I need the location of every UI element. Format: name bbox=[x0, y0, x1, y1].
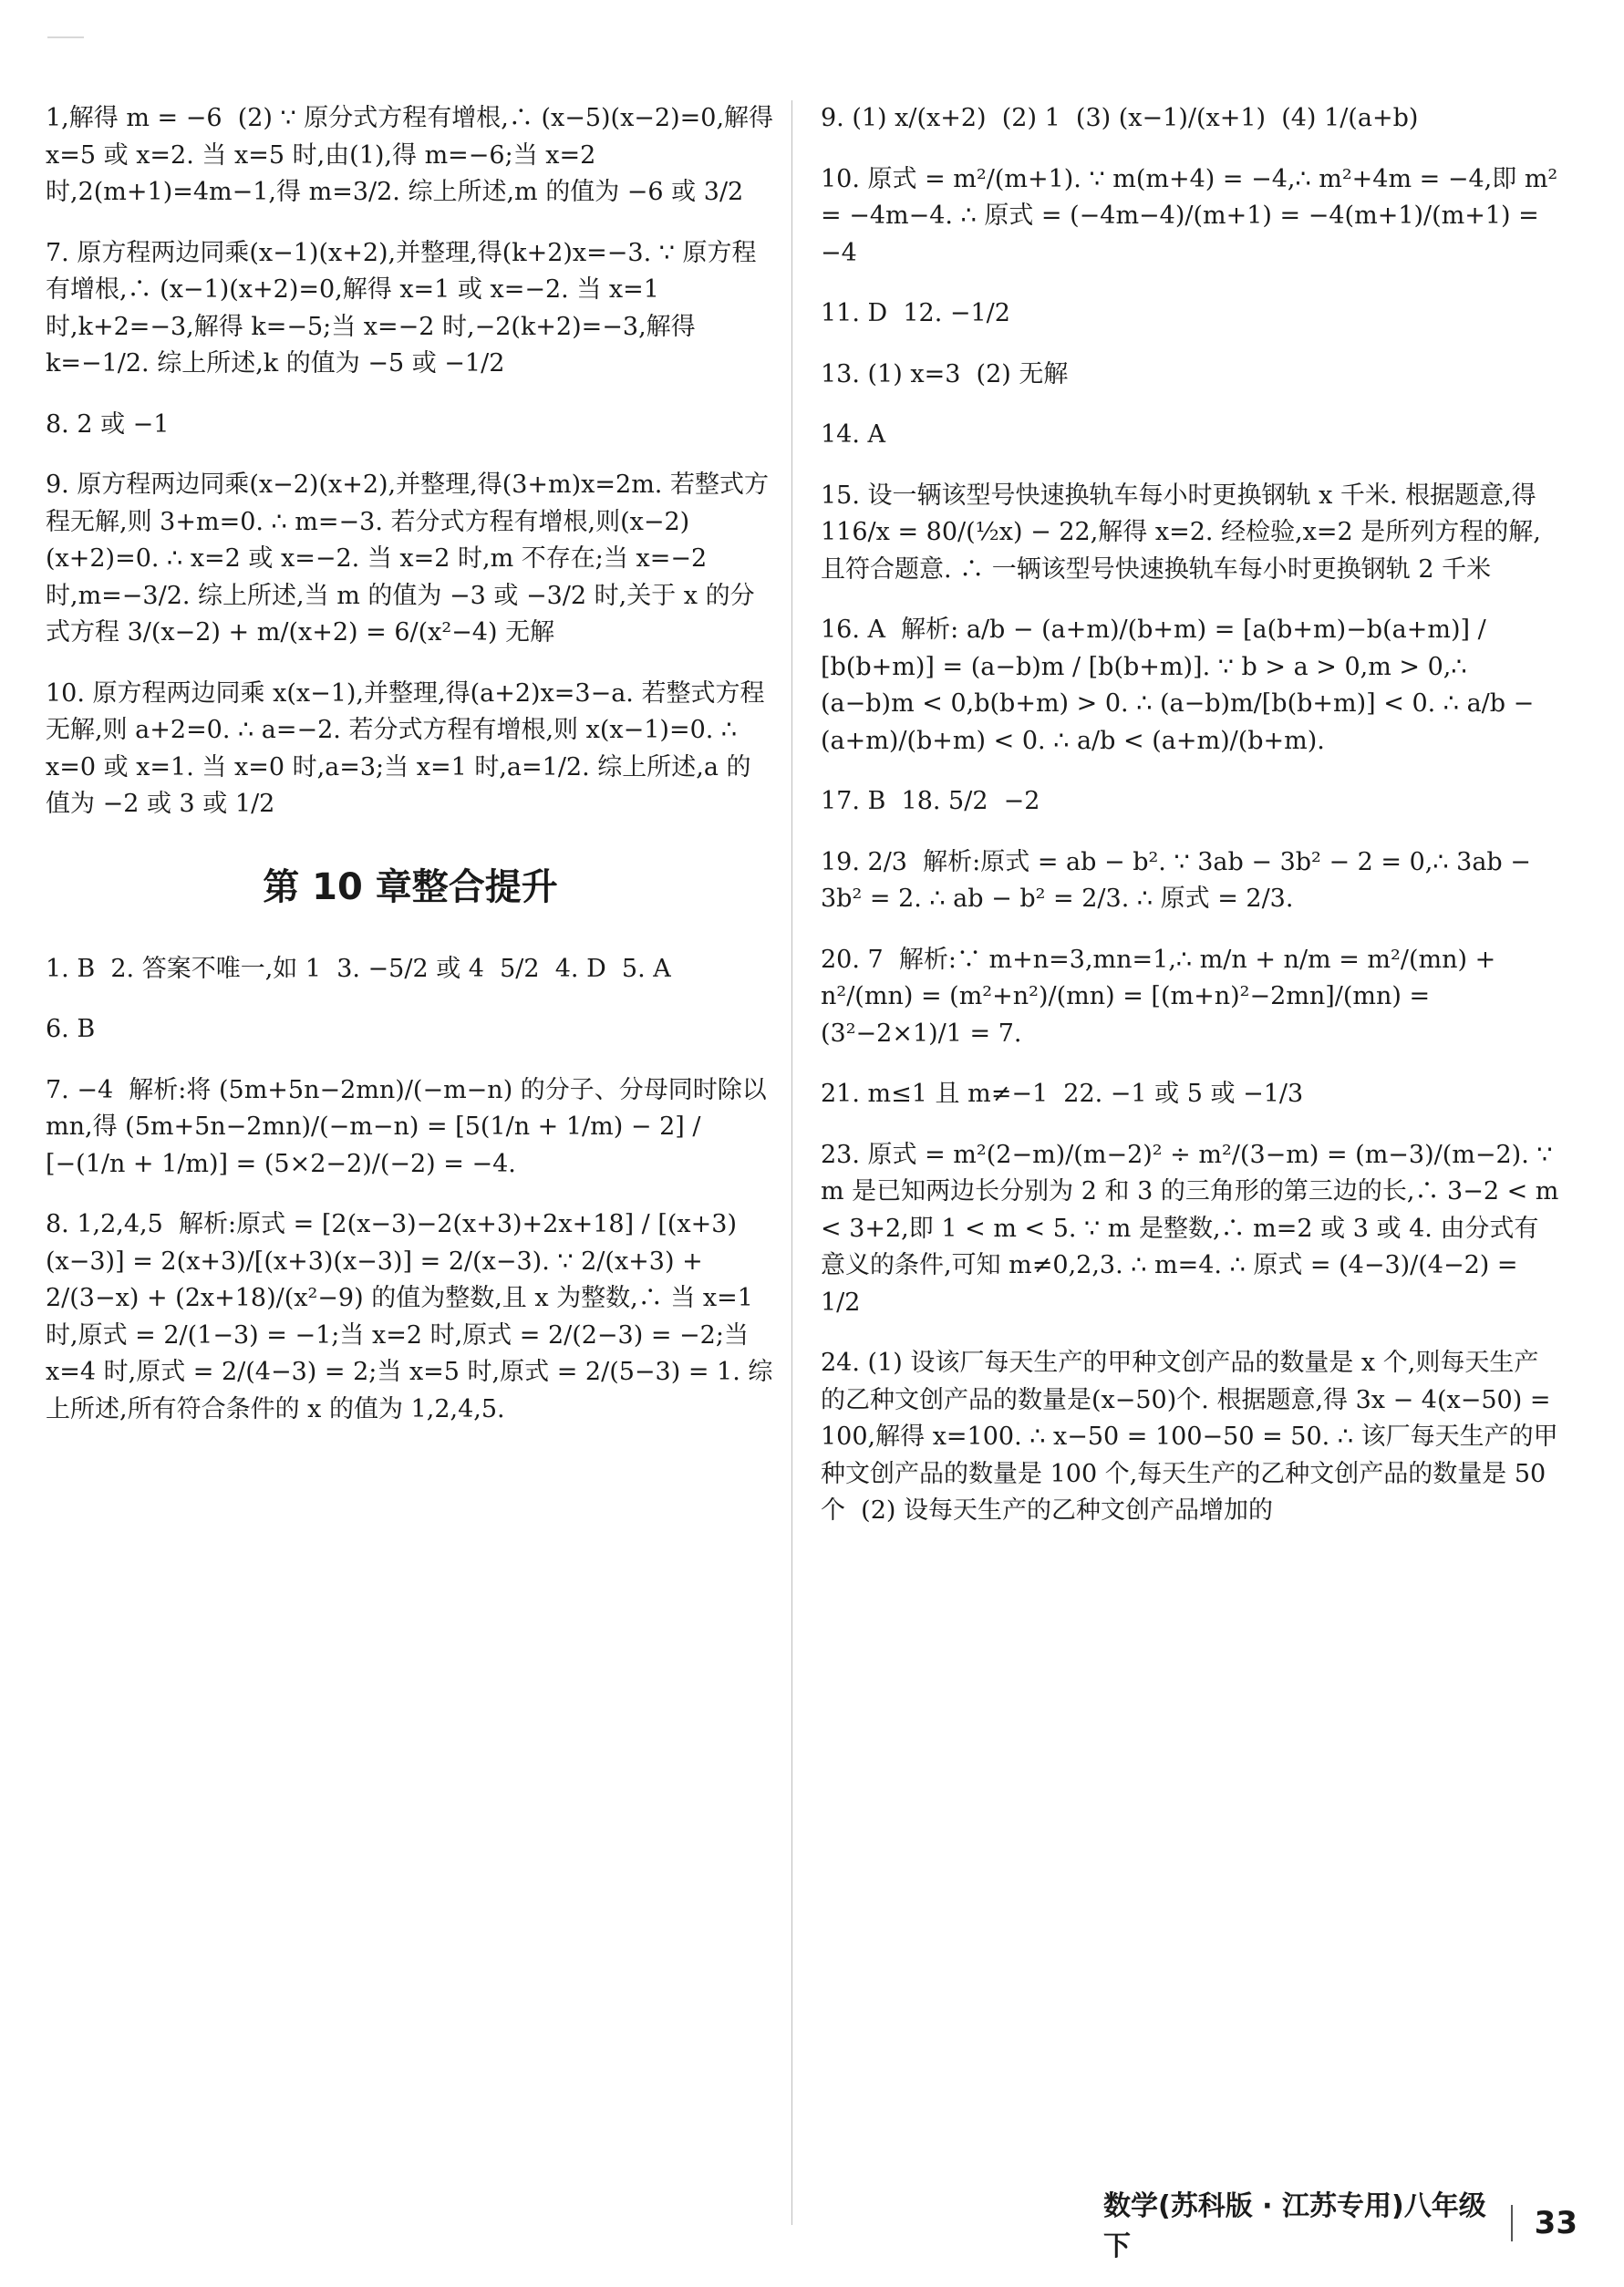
answer-paragraph: 11. D 12. −1/2 bbox=[821, 299, 1010, 327]
answer-paragraph: 13. (1) x=3 (2) 无解 bbox=[821, 359, 1069, 388]
footer-subject: 数学(苏科版 · 江苏专用)八年级下 bbox=[1103, 2190, 1486, 2262]
answer-paragraph: 19. 2/3 解析:原式 = ab − b². ∵ 3ab − 3b² − 2 = 0,∴ 3ab − 3b² = 2. ∴ ab − b² = 2/3. ∴ 原式 = 2/3. bbox=[821, 847, 1539, 913]
page-footer bbox=[1103, 2190, 1577, 2262]
section-heading: 第 10 章整合提升 bbox=[263, 865, 558, 908]
answer-paragraph: 8. 2 或 −1 bbox=[46, 409, 170, 439]
answer-paragraph: 1. B 2. 答案不唯一,如 1 3. −5/2 或 4 5/2 4. D 5. A bbox=[46, 954, 671, 983]
answer-paragraph: 9. 原方程两边同乘(x−2)(x+2),并整理,得(3+m)x=2m. 若整式方程无解,则 3+m=0. ∴ m=−3. 若分式方程有增根,则(x−2)(x+2)=0. ∴ x=2 或 x=−2. 当 x=2 时,m 不存在;当 x=−2 时,m=−3/2. 综上所述,当 m 的值为 −3 或 −3/2 时,关于 x 的分式方程 3/(x−2) + m/(x+2) = 6/(x²−4) 无解 bbox=[46, 471, 769, 647]
column-divider bbox=[791, 100, 792, 2225]
answer-paragraph: 7. 原方程两边同乘(x−1)(x+2),并整理,得(k+2)x=−3. ∵ 原方程有增根,∴ (x−1)(x+2)=0,解得 x=1 或 x=−2. 当 x=1 时,k+2=−3,解得 k=−5;当 x=−2 时,−2(k+2)=−3,解得 k=−1/2. 综上所述,k 的值为 −5 或 −1/2 bbox=[46, 238, 757, 378]
answer-paragraph: 21. m≤1 且 m≠−1 22. −1 或 5 或 −1/3 bbox=[821, 1080, 1304, 1108]
answer-paragraph: 14. A bbox=[821, 420, 886, 449]
answer-paragraph: 6. B bbox=[46, 1015, 96, 1043]
answer-paragraph: 20. 7 解析:∵ m+n=3,mn=1,∴ m/n + n/m = m²/(mn) + n²/(mn) = (m²+n²)/(mn) = [(m+n)²−2mn]/(mn) = (3²−2×1)/1 = 7. bbox=[821, 945, 1504, 1048]
answer-paragraph: 8. 1,2,4,5 解析:原式 = [2(x−3)−2(x+3)+2x+18] / [(x+3)(x−3)] = 2(x+3)/[(x+3)(x−3)] = 2/(x−3). ∵ 2/(x+3) + 2/(3−x) + (2x+18)/(x²−9) 的值为整数,且 x 为整数,∴ 当 x=1 时,原式 = 2/(1−3) = −1;当 x=2 时,原式 = 2/(2−3) = −2;当 x=4 时,原式 = 2/(4−3) = 2;当 x=5 时,原式 = 2/(5−3) = 1. 综上所述,所有符合条件的 x 的值为 1,2,4,5. bbox=[46, 1210, 773, 1423]
left-column bbox=[46, 100, 781, 1452]
answer-paragraph: 15. 设一辆该型号快速换轨车每小时更换钢轨 x 千米. 根据题意,得 116/x = 80/(½x) − 22,解得 x=2. 经检验,x=2 是所列方程的解,且符合题意. ∴ 一辆该型号快速换轨车每小时更换钢轨 2 千米 bbox=[821, 481, 1545, 584]
answer-paragraph: 24. (1) 设该厂每天生产的甲种文创产品的数量是 x 个,则每天生产的乙种文创产品的数量是(x−50)个. 根据题意,得 3x − 4(x−50) = 100,解得 x=100. ∴ x−50 = 100−50 = 50. ∴ 该厂每天生产的甲种文创产品的数量是 100 个,每天生产的乙种文创产品的数量是 50 个 (2) 设每天生产的乙种文创产品增加的 bbox=[821, 1349, 1559, 1525]
answer-paragraph: 16. A 解析: a/b − (a+m)/(b+m) = [a(b+m)−b(a+m)] / [b(b+m)] = (a−b)m / [b(b+m)]. ∵ b > a > 0,m > 0,∴ (a−b)m < 0,b(b+m) > 0. ∴ (a−b)m/[b(b+m)] < 0. ∴ a/b − (a+m)/(b+m) < 0. ∴ a/b < (a+m)/(b+m). bbox=[821, 616, 1542, 755]
right-column bbox=[821, 100, 1567, 1554]
answer-paragraph: 9. (1) x/(x+2) (2) 1 (3) (x−1)/(x+1) (4) 1/(a+b) bbox=[821, 104, 1419, 132]
answer-paragraph: 23. 原式 = m²(2−m)/(m−2)² ÷ m²/(3−m) = (m−3)/(m−2). ∵ m 是已知两边长分别为 2 和 3 的三角形的第三边的长,∴ 3−2 < m < 3+2,即 1 < m < 5. ∵ m 是整数,∴ m=2 或 3 或 4. 由分式有意义的条件,可知 m≠0,2,3. ∴ m=4. ∴ 原式 = (4−3)/(4−2) = 1/2 bbox=[821, 1140, 1567, 1317]
answer-paragraph: 17. B 18. 5/2 −2 bbox=[821, 787, 1040, 815]
answer-paragraph: 10. 原式 = m²/(m+1). ∵ m(m+4) = −4,∴ m²+4m = −4,即 m² = −4m−4. ∴ 原式 = (−4m−4)/(m+1) = −4(m+1)/(m+1) = −4 bbox=[821, 164, 1566, 267]
page-number: 33 bbox=[1534, 2205, 1577, 2241]
answer-paragraph: 10. 原方程两边同乘 x(x−1),并整理,得(a+2)x=3−a. 若整式方程无解,则 a+2=0. ∴ a=−2. 若分式方程有增根,则 x(x−1)=0. ∴ x=0 或 x=1. 当 x=0 时,a=3;当 x=1 时,a=1/2. 综上所述,a 的值为 −2 或 3 或 1/2 bbox=[46, 678, 765, 818]
answer-paragraph: 7. −4 解析:将 (5m+5n−2mn)/(−m−n) 的分子、分母同时除以 mn,得 (5m+5n−2mn)/(−m−n) = [5(1/n + 1/m) − 2] / [−(1/n + 1/m)] = (5×2−2)/(−2) = −4. bbox=[46, 1075, 775, 1178]
footer-divider bbox=[1511, 2205, 1513, 2241]
scan-mark bbox=[47, 36, 84, 38]
answer-paragraph: 1,解得 m = −6 (2) ∵ 原分式方程有增根,∴ (x−5)(x−2)=0,解得 x=5 或 x=2. 当 x=5 时,由(1),得 m=−6;当 x=2 时,2(m+1)=4m−1,得 m=3/2. 综上所述,m 的值为 −6 或 3/2 bbox=[46, 104, 781, 206]
